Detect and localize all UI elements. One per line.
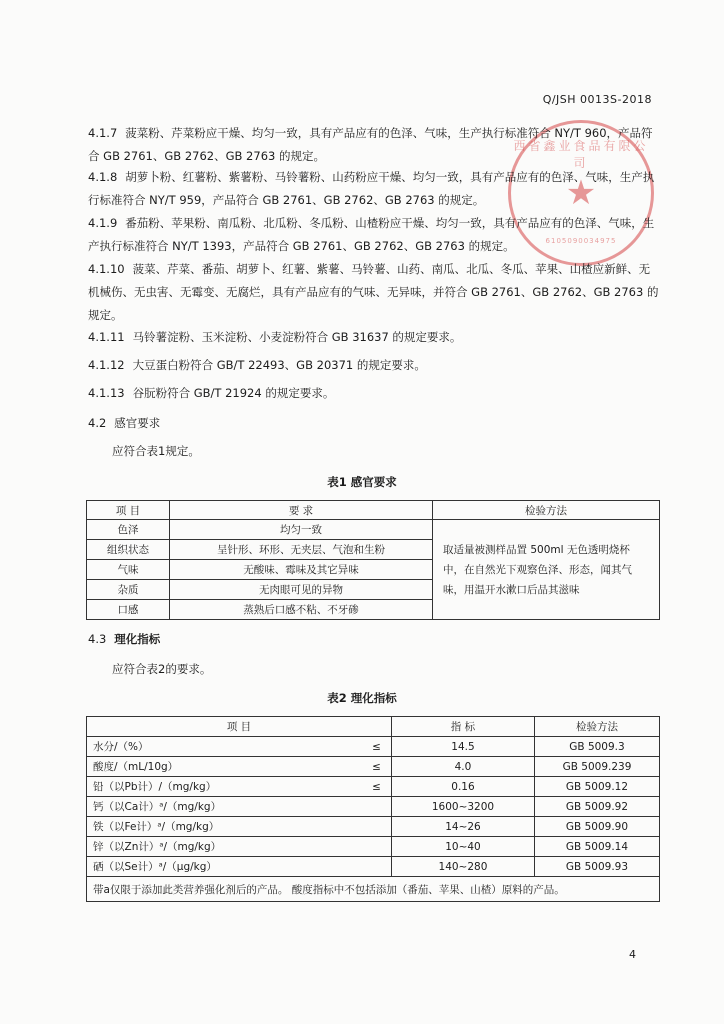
- table-row: [87, 837, 660, 857]
- table-footnote: 带a仅限于添加此类营养强化剂后的产品。 酸度指标中不包括添加（番茄、苹果、山楂）原料的产品。: [87, 877, 660, 902]
- cell-operator: [299, 857, 391, 877]
- cell-operator: ≤: [299, 757, 391, 777]
- section-4-2-heading: 4.2 感官要求: [88, 416, 161, 430]
- clause-4-1-7: 4.1.7 菠菜粉、芹菜粉应干燥、均匀一致，具有产品应有的色泽、气味，生产执行标准符合 NY/T 960，产品符合 GB 2761、GB 2762、GB 2763 的规定。: [88, 126, 653, 163]
- cell-operator: ≤: [299, 777, 391, 797]
- cell-method: GB 5009.92: [534, 797, 659, 817]
- section-4-3-heading: 4.3 理化指标: [88, 632, 161, 646]
- section-4-3-body: 应符合表2的要求。: [112, 662, 212, 676]
- table-row: [87, 817, 660, 837]
- table-footnote-row: [87, 877, 660, 902]
- clause-4-1-9: 4.1.9 番茄粉、苹果粉、南瓜粉、北瓜粉、冬瓜粉、山楂粉应干燥、均匀一致，具有产品应有的色泽、气味，生产执行标准符合 NY/T 1393，产品符合 GB 2761、GB 2762、GB 2763 的规定。: [88, 216, 655, 253]
- cell-value: 140~280: [391, 857, 534, 877]
- cell-requirement: 无肉眼可见的异物: [170, 580, 433, 600]
- section-4-2-body: 应符合表1规定。: [112, 444, 200, 458]
- cell-requirement: 均匀一致: [170, 520, 433, 540]
- cell-value: 1600~3200: [391, 797, 534, 817]
- cell-item: 锌（以Zn计）ᵃ/（mg/kg）: [87, 837, 300, 857]
- sensory-table: [86, 500, 660, 620]
- cell-item: 口感: [87, 600, 170, 620]
- clause-4-1-12: 4.1.12 大豆蛋白粉符合 GB/T 22493、GB 20371 的规定要求。: [88, 358, 426, 372]
- clause-4-1-10: 4.1.10 菠菜、芹菜、番茄、胡萝卜、红薯、紫薯、马铃薯、山药、南瓜、北瓜、冬瓜、苹果、山楂应新鲜、无机械伤、无虫害、无霉变、无腐烂，具有产品应有的气味、无异味，并符合 GB 2761、GB 2762、GB 2763 的规定。: [88, 262, 659, 322]
- cell-method: GB 5009.239: [534, 757, 659, 777]
- table-row: [87, 857, 660, 877]
- table-row: [87, 777, 660, 797]
- seal-star-icon: ★: [565, 173, 597, 213]
- header-item: 项 目: [87, 717, 392, 737]
- table2-caption: 表2 理化指标: [327, 691, 397, 705]
- cell-requirement: 蒸熟后口感不粘、不牙碜: [170, 600, 433, 620]
- cell-item: 气味: [87, 560, 170, 580]
- cell-operator: [299, 837, 391, 857]
- seal-text: 西省鑫业食品有限公司: [513, 139, 649, 170]
- cell-value: 0.16: [391, 777, 534, 797]
- cell-method: 取适量被测样品置 500ml 无色透明烧杯中，在自然光下观察色泽、形态，闻其气味，用温开水漱口后品其滋味: [433, 520, 660, 620]
- cell-method: GB 5009.12: [534, 777, 659, 797]
- cell-method: GB 5009.93: [534, 857, 659, 877]
- cell-value: 10~40: [391, 837, 534, 857]
- header-method: 检验方法: [433, 501, 660, 520]
- cell-operator: ≤: [299, 737, 391, 757]
- cell-item: 钙（以Ca计）ᵃ/（mg/kg）: [87, 797, 300, 817]
- cell-item: 铁（以Fe计）ᵃ/（mg/kg）: [87, 817, 300, 837]
- header-item: 项 目: [87, 501, 170, 520]
- seal-number: 6105090034975: [545, 237, 617, 245]
- table-header-row: [87, 501, 660, 520]
- clause-4-1-11: 4.1.11 马铃薯淀粉、玉米淀粉、小麦淀粉符合 GB 31637 的规定要求。: [88, 330, 462, 344]
- header-requirement: 要 求: [170, 501, 433, 520]
- cell-item: 杂质: [87, 580, 170, 600]
- table-row: [87, 737, 660, 757]
- cell-item: 铅（以Pb计）/（mg/kg）: [87, 777, 300, 797]
- header-index: 指 标: [391, 717, 534, 737]
- table1-caption: 表1 感官要求: [327, 475, 397, 489]
- cell-requirement: 呈针形、环形、无夹层、气泡和生粉: [170, 540, 433, 560]
- cell-value: 4.0: [391, 757, 534, 777]
- cell-value: 14.5: [391, 737, 534, 757]
- cell-operator: [299, 817, 391, 837]
- header-method: 检验方法: [534, 717, 659, 737]
- clause-4-1-8: 4.1.8 胡萝卜粉、红薯粉、紫薯粉、马铃薯粉、山药粉应干燥、均匀一致，具有产品应有的色泽、气味，生产执行标准符合 NY/T 959，产品符合 GB 2761、GB 2762、GB 2763 的规定。: [88, 170, 655, 207]
- cell-item: 色泽: [87, 520, 170, 540]
- cell-item: 水分/（%）: [87, 737, 300, 757]
- cell-operator: [299, 797, 391, 817]
- table-row: [87, 520, 660, 540]
- cell-item: 硒（以Se计）ᵃ/（μg/kg）: [87, 857, 300, 877]
- cell-item: 酸度/（mL/10g）: [87, 757, 300, 777]
- physicochemical-table: [86, 716, 660, 902]
- cell-method: GB 5009.3: [534, 737, 659, 757]
- clause-4-1-13: 4.1.13 谷朊粉符合 GB/T 21924 的规定要求。: [88, 386, 335, 400]
- page-number: 4: [629, 948, 636, 961]
- standard-code: Q/JSH 0013S-2018: [542, 93, 652, 106]
- cell-item: 组织状态: [87, 540, 170, 560]
- cell-value: 14~26: [391, 817, 534, 837]
- table-row: [87, 797, 660, 817]
- cell-method: GB 5009.90: [534, 817, 659, 837]
- table-header-row: [87, 717, 660, 737]
- table-row: [87, 757, 660, 777]
- cell-method: GB 5009.14: [534, 837, 659, 857]
- cell-requirement: 无酸味、霉味及其它异味: [170, 560, 433, 580]
